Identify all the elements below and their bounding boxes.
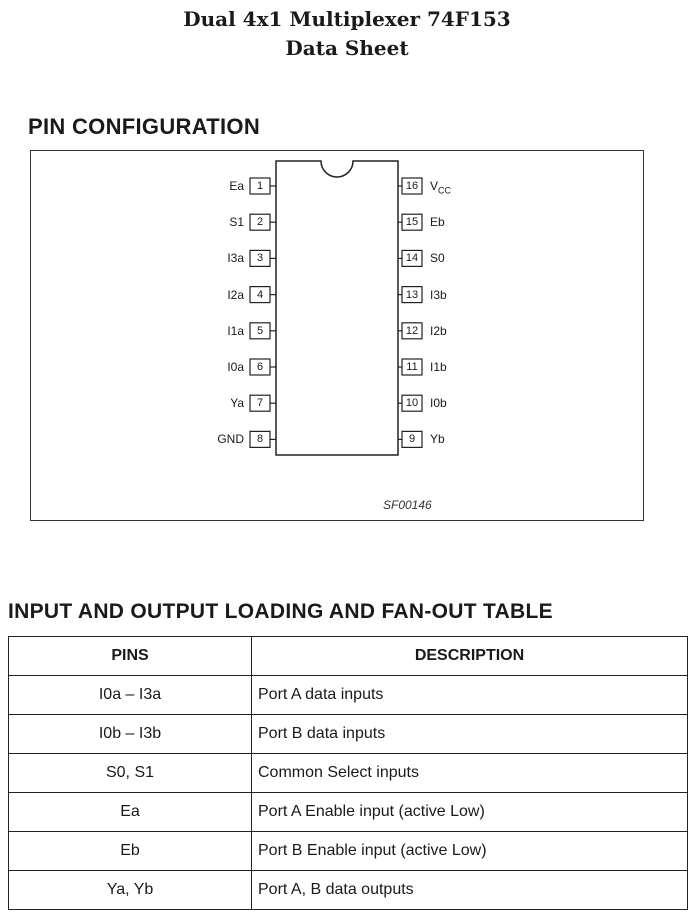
pin-label-ea: Ea (229, 179, 244, 193)
pin-label-gnd: GND (217, 432, 244, 447)
pin-number: 4 (256, 288, 264, 301)
description-cell: Port A Enable input (active Low) (252, 793, 688, 832)
loading-fanout-table (8, 636, 688, 910)
pin-label-ya: Ya (230, 396, 244, 411)
pin-label-i2b: I2b (430, 323, 447, 338)
pins-cell: Ya, Yb (9, 871, 252, 910)
pin-label-vcc: $V_{CC}$ (430, 179, 452, 196)
pin-number: 12 (405, 324, 419, 337)
column-header-description: DESCRIPTION (252, 637, 688, 676)
pins-cell: Ea (9, 793, 252, 832)
pin-number: 10 (405, 397, 419, 410)
description-cell: Port A, B data outputs (252, 871, 688, 910)
pins-cell: Eb (9, 832, 252, 871)
pin-label-i3b: I3b (430, 287, 447, 302)
pin-label-s1: S1 (229, 215, 244, 230)
description-cell: Common Select inputs (252, 754, 688, 793)
chip-body (276, 161, 398, 455)
pin-number: 16 (405, 180, 419, 192)
pin-label-i3a: I3a (227, 251, 244, 266)
chip-outline (31, 151, 645, 522)
description-cell: Port B Enable input (active Low) (252, 832, 688, 871)
pin-number: 11 (406, 361, 418, 373)
pin-label-i1b: I1b (430, 360, 447, 374)
pin-label-i0b: I0b (430, 396, 447, 411)
pin-label-i1a: I1a (227, 323, 244, 338)
description-cell: Port B data inputs (252, 715, 688, 754)
pin-label-yb: Yb (430, 432, 445, 447)
pin-number: 3 (256, 252, 264, 265)
pin-label-eb: Eb (430, 215, 445, 230)
diagram-reference-code: SF00146 (383, 498, 432, 512)
table-row (9, 754, 688, 793)
pin-number: 14 (405, 252, 419, 265)
pin-number: 1 (256, 180, 264, 192)
table-row (9, 676, 688, 715)
document-subtitle: Data Sheet (285, 36, 409, 60)
pin-number: 2 (256, 216, 264, 229)
description-cell: Port A data inputs (252, 676, 688, 715)
pin-configuration-heading: PIN CONFIGURATION (28, 114, 261, 139)
pin-label-i2a: I2a (227, 287, 244, 302)
table-row (9, 871, 688, 910)
pin-number: 7 (256, 397, 264, 410)
pin-label-i0a: I0a (227, 360, 244, 374)
pin-number: 8 (256, 433, 264, 446)
column-header-pins: PINS (9, 637, 252, 676)
pin-number: 6 (256, 361, 264, 373)
pin-label-s0: S0 (430, 251, 445, 266)
loading-table-heading: INPUT AND OUTPUT LOADING AND FAN-OUT TABLE (8, 600, 553, 623)
pin-number: 15 (405, 216, 419, 229)
table-row (9, 793, 688, 832)
pin-number: 13 (405, 288, 419, 301)
table-row (9, 832, 688, 871)
pins-cell: S0, S1 (9, 754, 252, 793)
pin-configuration-diagram (30, 150, 644, 521)
pins-cell: I0a – I3a (9, 676, 252, 715)
pin-number: 9 (408, 433, 416, 446)
table-header-row (9, 637, 688, 676)
pin-number: 5 (256, 324, 264, 337)
pins-cell: I0b – I3b (9, 715, 252, 754)
document-title: Dual 4x1 Multiplexer 74F153 (183, 7, 511, 31)
table-row (9, 715, 688, 754)
